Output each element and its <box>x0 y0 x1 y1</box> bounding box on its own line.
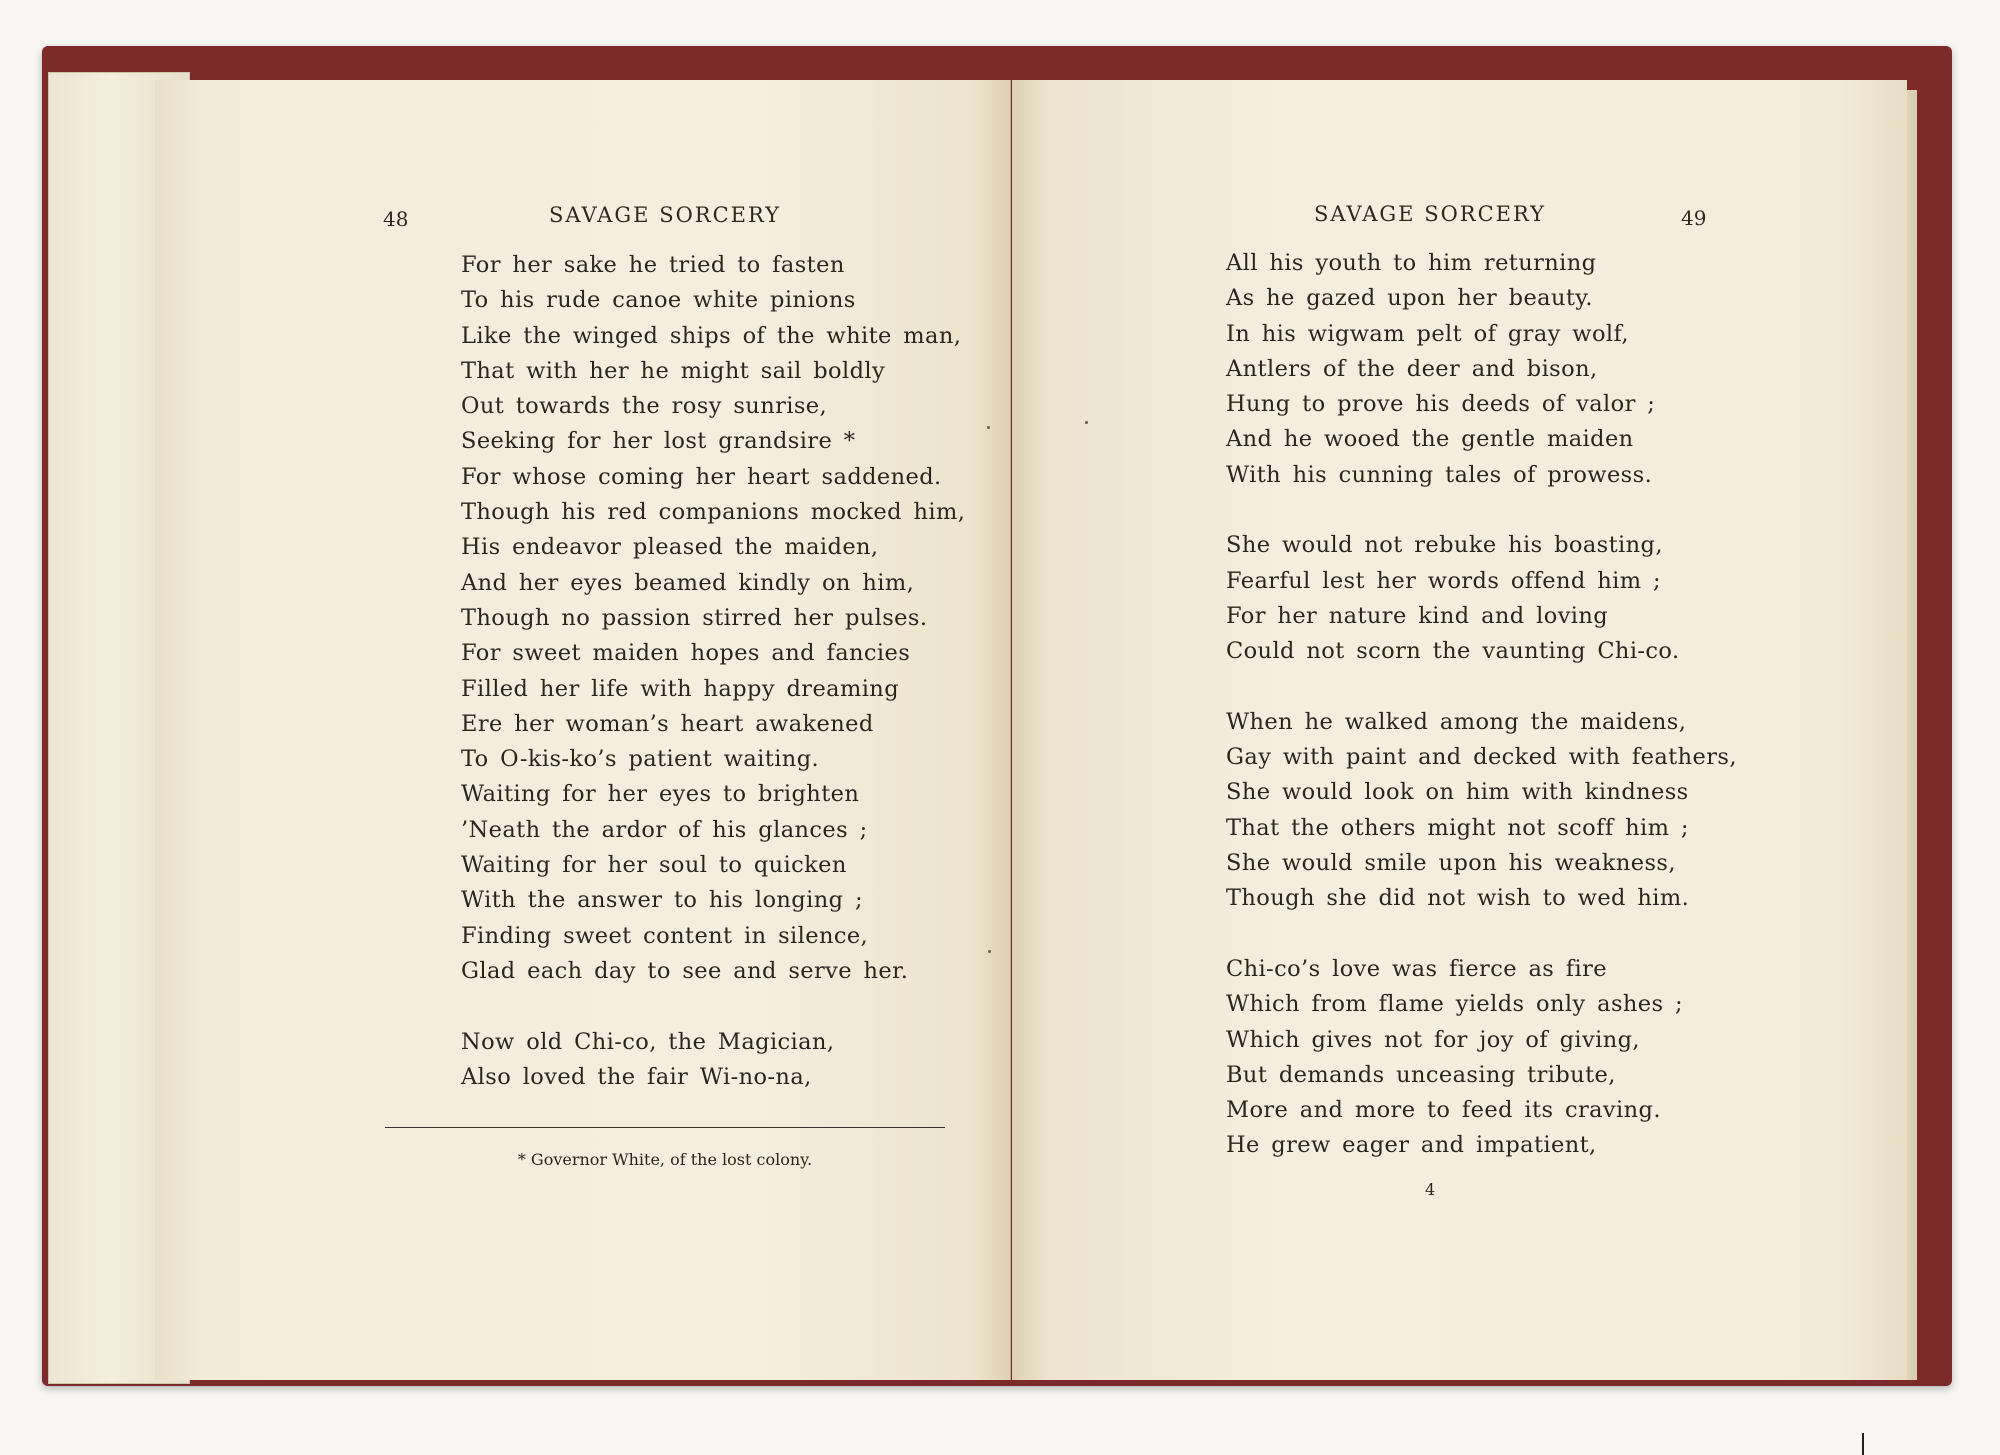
poem-line: His endeavor pleased the maiden, <box>461 534 879 561</box>
poem-line: For whose coming her heart saddened. <box>461 463 942 490</box>
poem-line: Seeking for her lost grandsire * <box>461 428 856 455</box>
poem-line: And her eyes beamed kindly on him, <box>461 569 915 596</box>
poem-line: All his youth to him returning <box>1226 250 1597 276</box>
poem-line: More and more to feed its craving. <box>1226 1097 1661 1124</box>
stanza-break <box>1226 493 1737 528</box>
poem-line: Could not scorn the vaunting Chi-co. <box>1226 638 1680 665</box>
poem-line: Ere her woman’s heart awakened <box>461 710 874 737</box>
poem-line: And he wooed the gentle maiden <box>1226 426 1634 453</box>
right-running-head: SAVAGE SORCERY <box>1314 202 1547 226</box>
poem-line: Waiting for her soul to quicken <box>461 852 847 879</box>
poem-line: Antlers of the deer and bison, <box>1226 355 1598 382</box>
poem-line: Though she did not wish to wed him. <box>1226 885 1690 912</box>
left-poem-lines <box>461 248 965 1095</box>
stanza-break <box>1226 917 1737 952</box>
poem-line: Now old Chi-co, the Magician, <box>461 1028 835 1055</box>
poem-line: Out towards the rosy sunrise, <box>461 393 828 420</box>
poem-line: That the others might not scoff him ; <box>1226 814 1689 841</box>
edge-mark <box>1862 1433 1864 1455</box>
poem-line: Finding sweet content in silence, <box>461 922 869 949</box>
poem-line: For her sake he tried to fasten <box>461 252 845 278</box>
left-running-head: SAVAGE SORCERY <box>549 203 782 227</box>
poem-line: With his cunning tales of prowess. <box>1226 461 1653 488</box>
poem-line: Filled her life with happy dreaming <box>461 675 900 702</box>
paper-speck <box>987 426 990 429</box>
poem-line: To his rude canoe white pinions <box>461 287 856 314</box>
poem-line: Which gives not for joy of giving, <box>1226 1026 1640 1053</box>
signature-mark: 4 <box>1425 1180 1436 1199</box>
poem-line: Which from flame yields only ashes ; <box>1226 991 1683 1018</box>
stanza-break <box>1226 670 1737 705</box>
poem-line: When he walked among the maidens, <box>1226 708 1687 735</box>
poem-line: In his wigwam pelt of gray wolf, <box>1226 320 1629 347</box>
poem-line: Though no passion stirred her pulses. <box>461 604 928 631</box>
paper-speck <box>988 950 991 953</box>
poem-line: She would smile upon his weakness, <box>1226 850 1676 877</box>
poem-line: Hung to prove his deeds of valor ; <box>1226 391 1656 418</box>
footnote: * Governor White, of the lost colony. <box>517 1150 813 1169</box>
poem-line: But demands unceasing tribute, <box>1226 1061 1616 1088</box>
poem-line: Fearful lest her words offend him ; <box>1226 567 1661 594</box>
poem-line: Chi-co’s love was fierce as fire <box>1226 955 1607 982</box>
stanza-break <box>461 989 965 1024</box>
poem-line: He grew eager and impatient, <box>1226 1132 1597 1159</box>
footnote-rule <box>385 1127 945 1128</box>
poem-line: For her nature kind and loving <box>1226 602 1609 629</box>
poem-line: Glad each day to see and serve her. <box>461 957 909 984</box>
poem-line: She would not rebuke his boasting, <box>1226 532 1663 559</box>
poem-line: Also loved the fair Wi-no-na, <box>461 1063 812 1090</box>
left-page-number: 48 <box>383 207 409 231</box>
poem-line: That with her he might sail boldly <box>461 357 886 384</box>
poem-line: To O-kis-ko’s patient waiting. <box>461 746 820 773</box>
poem-line: For sweet maiden hopes and fancies <box>461 640 911 667</box>
poem-line: She would look on him with kindness <box>1226 779 1689 806</box>
poem-line: With the answer to his longing ; <box>461 887 863 914</box>
poem-line: Gay with paint and decked with feathers, <box>1226 744 1737 771</box>
poem-line: As he gazed upon her beauty. <box>1226 285 1593 312</box>
poem-line: Waiting for her eyes to brighten <box>461 781 860 808</box>
poem-line: Like the winged ships of the white man, <box>461 322 962 349</box>
poem-line: Though his red companions mocked him, <box>461 499 966 526</box>
right-poem-lines <box>1226 246 1737 1164</box>
paper-speck <box>1085 421 1088 424</box>
right-page-number: 49 <box>1681 206 1707 230</box>
poem-line: ’Neath the ardor of his glances ; <box>461 816 868 843</box>
